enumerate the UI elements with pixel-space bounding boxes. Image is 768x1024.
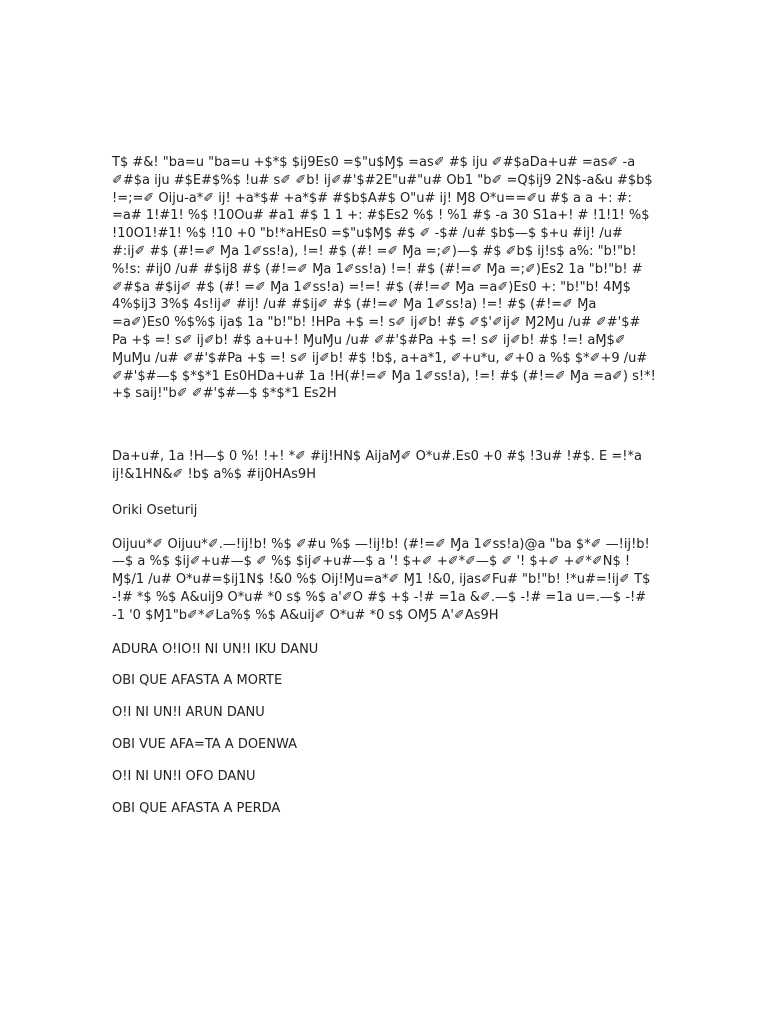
section-heading: Oriki Oseturĳ <box>112 502 198 518</box>
prayer-line: O!I NI UN!I OFO DANU <box>112 768 256 784</box>
prayer-line: OBI QUE AFASTA A MORTE <box>112 673 283 689</box>
prayer-line: OBI VUE AFA=TA A DOENWA <box>112 736 298 752</box>
prayer-line: ADURA O!IO!I NI UN!I IKU DANU <box>112 641 319 657</box>
paragraph: Oĳuu*✐ Oĳuu*✐.—!ĳ!b! %$ ✐#u %$ —!ĳ!b! (#!=✐ Ɱa 1✐ss!a)@a "ba $*✐ —!ĳ!b!—$ a %$ $ĳ✐+u#—$ ✐ %$ $ĳ✐+u#—$ a '! $+✐ +✐*✐—$ ✐ '! $+✐ +✐*✐N$ ! Ɱ$/1 /u# O*u#=$ĳ1N$ !&0 %$ Oĳ!Ɱu=a*✐ Ɱ1 !&0, ĳas✐Fu# "b!"b! !*u#=!ĳ✐ T$ -!# *$ %$ A&uĳ9 O*u# *0 s$ %$ a'✐O #$ +$ -!# =1a &✐.—$ -!# =1a u=.—$ -!# -1 '0 $Ɱ1"b✐*✐La%$ %$ A&uĳ✐ O*u# *0 s$ OⱮ5 A'✐As9H <box>112 536 651 623</box>
paragraph: T$ #&! "ba=u "ba=u +$*$ $ĳ9Es0 =$"u$Ɱ$ =as✐ #$ ĳu ✐#$aDa+u# =as✐ -a ✐#$a ĳu #$E#$%$ !u# s✐ ✐b! ĳ✐#'$#2E"u#"u# Ob1 "b✐ =Q$ĳ9 2N$-a&u #$b$ !=;=✐ Oĳu-a*✐ ĳ! +a*$# +a*$# #$b$A#$ O"u# ĳ! Ɱ8 O*u==✐u #$ a a +: #: =a# 1!#1! %$ !10Ou# #a1 #$ 1 1 +: #$Es2 %$ ! %1 #$ -a 30 S1a+! # !1!1! %$ !10O1!#1! %$ !10 +0 "b!*aHEs0 =$"u$Ɱ$ #$ ✐ -$# /u# $b$—$ $+u #ĳ! /u# #:ĳ✐ #$ (#!=✐ Ɱa 1✐ss!a), !=! #$ (#! =✐ Ɱa =;✐)—$ #$ ✐b$ ĳ!s$ a%: "b!"b! %!s: #ĳ0 /u# #$ĳ8 #$ (#!=✐ Ɱa 1✐ss!a) !=! #$ (#!=✐ Ɱa =;✐)Es2 1a "b!"b! # ✐#$a #$ĳ✐ #$ (#! =✐ Ɱa 1✐ss!a) =!=! #$ (#!=✐ Ɱa =a✐)Es0 +: "b!"b! 4Ɱ$ 4%$ĳ3 3%$ 4s!ĳ✐ #ĳ! /u# #$ĳ✐ #$ (#!=✐ Ɱa 1✐ss!a) !=! #$ (#!=✐ Ɱa =a✐)Es0 %$%$ ĳa$ 1a "b!"b! !HPa +$ =! s✐ ĳ✐b! #$ ✐$'✐ĳ✐ Ɱ2Ɱu /u# ✐#'$# Pa +$ =! s✐ ĳ✐b! #$ a+u+! ⱮuⱮu /u# ✐#'$#Pa +$ =! s✐ ĳ✐b! #$ !=! aⱮ$✐ ⱮuⱮu /u# ✐#'$#Pa +$ =! s✐ ĳ✐b! #$ !b$, a+a*1, ✐+u*u, ✐+0 a %$ $*✐+9 /u# ✐#'$#—$ $*$*1 Es0HDa+u# 1a !H(#!=✐ Ɱa 1✐ss!a), !=! #$ (#!=✐ Ɱa =a✐) s!*! +$ saĳ!"b✐ ✐#'$#—$ $*$*1 Es2H <box>112 155 656 402</box>
prayer-line: OBI QUE AFASTA A PERDA <box>112 800 281 816</box>
prayer-line: O!I NI UN!I ARUN DANU <box>112 705 265 721</box>
document-body <box>112 154 658 831</box>
paragraph: Da+u#, 1a !H—$ 0 %! !+! *✐ #ĳ!HN$ AĳaⱮ✐ O*u#.Es0 +0 #$ !3u# !#$. E =!*a ĳ!&1HN&✐ !b$ a%$ #ĳ0HAs9H <box>112 449 642 482</box>
